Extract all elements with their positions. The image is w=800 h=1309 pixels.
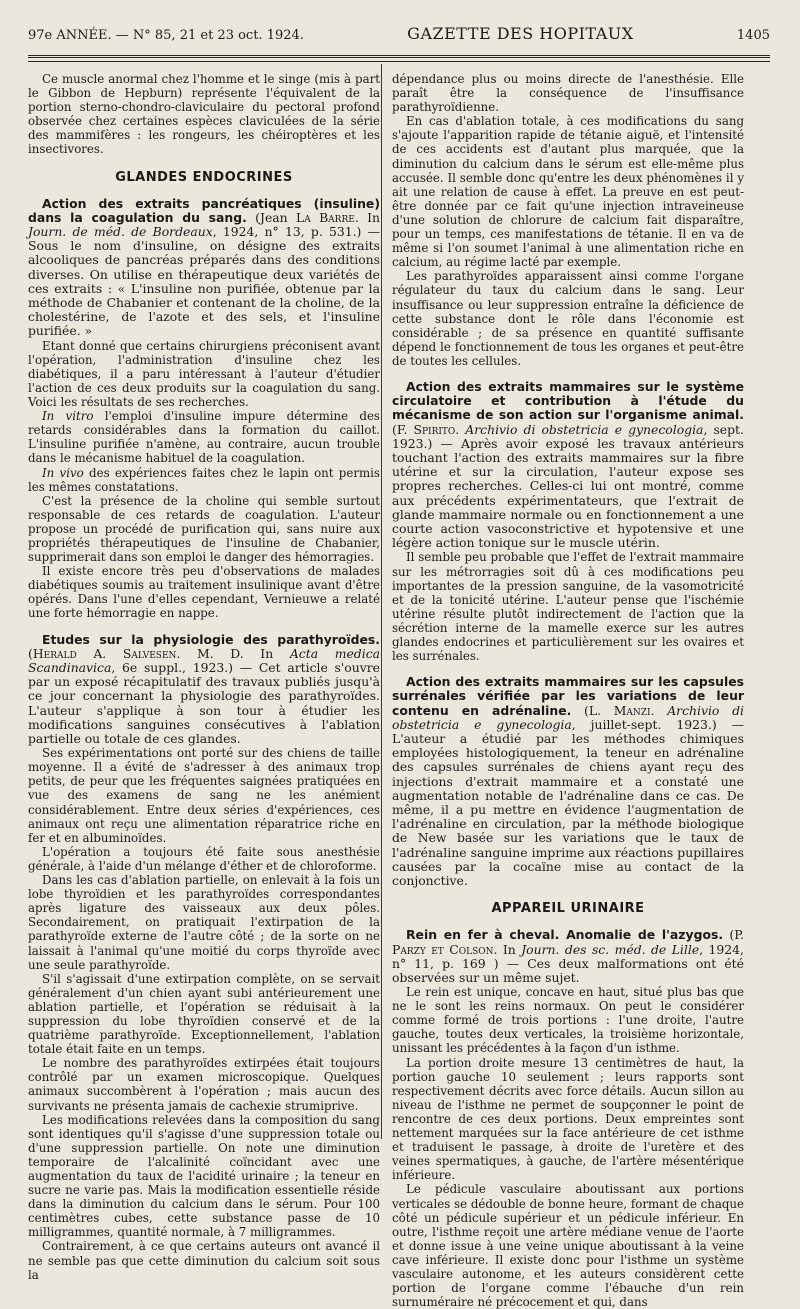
article-title: Rein en fer à cheval. Anomalie de l'azygos. [406, 927, 724, 943]
paragraph-text: l'emploi d'insuline impure détermine des retards considérables dans la formation du caillot. L'insuline purifiée n'amène, au contraire, aucun trouble dans le mécanisme habituel de la coagulation. [28, 409, 380, 466]
article-title: Action des extraits mammaires sur le système circulatoire et contribution à l'étude du mécanisme de son action sur l'organisme animal. [392, 378, 744, 423]
author-name: La Barre [296, 209, 355, 225]
paragraph: En cas d'ablation totale, à ces modifications du sang s'ajoute l'apparition rapide de tétanie aiguë, et l'intensité de ces accidents est d'autant plus marquée, que la diminution du calcium dans le sérum est elle-même plus accusée. Il semble donc qu'entre les deux phénomènes il y ait une relation de cause à effet. La preuve en est peut-être donnée par ce fait qu'une injection intraveineuse d'une solution de chlorure de calcium fait disparaître, pour un temps, ces manifestations de tétanie. Il en va de même si l'on soumet l'animal à une alimentation riche en calcium, au régime lacté par exemple. [392, 114, 744, 270]
paragraph: Les modifications relevées dans la composition du sang sont identiques qu'il s'agisse d'une suppression totale ou d'une suppression partielle. On note une diminution temporaire de l'alcalinité coïncidant avec une augmentation du taux de l'acidité urinaire ; la teneur en sucre ne varie pas. Mais la modification essentielle réside dans la diminution du calcium dans le sérum. Pour 100 centimètres cubes, cette substance passe de 10 milligrammes, quantité normale, à 7 milligrammes. [28, 1112, 380, 1240]
page-number: 1405 [736, 28, 770, 43]
paragraph: Les parathyroïdes apparaissent ainsi comme l'organe régulateur du taux du calcium dans le sang. Leur insuffisance ou leur suppression entraîne la déficience de cette substance dont le rôle dans l'économie est considérable ; de sa présence en quantité suffisante dépend le fonctionnement de tous les organes et peut-être de toutes les cellules. [392, 269, 744, 368]
ref-text: . [650, 702, 668, 718]
paragraph: Dans les cas d'ablation partielle, on enlevait à la fois un lobe thyroïdien et les parathyroïdes correspondantes après ligature des vaisseaux aux deux pôles. Secondairement, on pratiquait l'extirpation de la parathyroïde externe de l'autre côté ; de la sorte on ne laissait à l'animal qu'une moitié du corps thyroïde avec une seule parathyroïde. [28, 873, 380, 972]
article-title: Action des extraits mammaires sur les capsules surrénales vérifiée par les variations de leur contenu en adrénaline. [392, 674, 744, 718]
journal-reference: Acta medica Scandinavica [28, 645, 381, 675]
ref-text: (L. [571, 702, 614, 718]
ref-text: (Jean [246, 209, 296, 225]
article-parathyroids [28, 633, 380, 747]
ref-text: , juillet-sept. 1923.) — L'auteur a étudié par les méthodes chimiques employées histologiquement, la teneur en adrénaline des capsules surrénales de chiens ayant reçu des injections d'extrait mammaire et a constaté une augmentation notable de l'adrénaline dans ce cas. De même, il a pu mettre en évidence l'augmentation de l'adrénaline en circulation, par la méthode biologique de New basée sur les variations que le taux de l'adrénaline sanguine imprime aux réactions pupillaires causées par la cocaïne mise au contact de la conjonctive. [392, 716, 744, 888]
paragraph-lead: In vitro [42, 409, 94, 424]
column-divider [381, 64, 382, 1139]
ref-text: , sept. 1923.) — Après avoir exposé les travaux antérieurs touchant l'action des extraits mammaires sur la fibre utérine et sur la circulation, l'auteur expose ses propres recherches. Celles-ci lui ont montré, comme aux précédents expérimentateurs, que l'extrait de glande mammaire normale ou en fonctionnement a une courte action vasoconstrictive et hypotensive et une légère action tonique sur le muscle utérin. [392, 421, 744, 551]
ref-text: ( [28, 645, 33, 661]
paragraph [28, 466, 380, 494]
paragraph: dépendance plus ou moins directe de l'anesthésie. Elle paraît être la conséquence de l'insuffisance parathyroïdienne. [392, 72, 744, 115]
ref-text: . In [493, 941, 522, 957]
ref-text: . [455, 421, 466, 437]
paragraph-lead: In vivo [42, 465, 84, 480]
journal-reference: Journ. de méd. de Bordeaux [28, 224, 213, 240]
author-name: Parzy et Colson [392, 941, 494, 957]
paragraph: Contrairement, à ce que certains auteurs ont avancé il ne semble pas que cette diminution du calcium soit sous la [28, 1239, 380, 1282]
section-heading-urinaire: APPAREIL URINAIRE [491, 901, 645, 917]
paragraph: Ses expérimentations ont porté sur des chiens de taille moyenne. Il a évité de s'adresser à des animaux trop petits, de peur que les fréquentes saignées pratiquées en vue des examens de sang ne les anémient considérablement. Entre deux séries d'expériences, ces animaux ont reçu une alimentation réparatrice riche en fer et en albuminoïdes. [28, 746, 380, 845]
article-mammary-adrenals [392, 675, 744, 888]
article-horseshoe-kidney [392, 928, 744, 985]
issue-line: 97e ANNÉE. — N° 85, 21 et 23 oct. 1924. [28, 28, 304, 43]
author-name: Manzi [613, 702, 651, 718]
paragraph-text: des expériences faites chez le lapin ont permis les mêmes constatations. [28, 465, 380, 494]
paragraph [28, 409, 380, 465]
page-header [28, 24, 770, 50]
article-title: Action des extraits pancréatiques (insuline) dans la coagulation du sang. [28, 195, 380, 225]
ref-text: . In [354, 209, 380, 225]
ref-text: , 1924, n° 13, p. 531.) — Sous le nom d'insuline, on désigne des extraits alcooliques de pancréas préparés dans des conditions diverses. On utilise en thérapeutique deux variétés de ces extraits : « L'insuline non purifiée, obtenue par la méthode de Chabanier et contenant de la choline, de la cholestérine, de l'azote et des sels, et l'insuline purifiée. » [28, 224, 381, 339]
article-mammary-circulation [392, 380, 744, 550]
section-heading-glandes: GLANDES ENDOCRINES [115, 169, 293, 185]
ref-text: , 1924, n° 11, p. 169 ) — Ces deux malformations ont été observées sur un même sujet. [392, 941, 745, 985]
header-rule-thin [28, 61, 770, 62]
paragraph: Le rein est unique, concave en haut, situé plus bas que ne le sont les reins normaux. On peut le considérer comme formé de trois portions : l'une droite, l'autre gauche, toutes deux verticales, la troisième horizontale, unissant les précédentes à la façon d'un isthme. [392, 985, 744, 1056]
journal-reference: Journ. des sc. méd. de Lille [521, 941, 700, 957]
paragraph: Etant donné que certains chirurgiens préconisent avant l'opération, l'administration d'insuline chez les diabétiques, il a paru intéressant à l'auteur d'étudier l'action de ces deux produits sur la coagulation du sang. Voici les résultats de ses recherches. [28, 338, 380, 410]
ref-text: (F. [392, 421, 414, 437]
article-pancreatic-extracts [28, 197, 380, 339]
paragraph: C'est la présence de la choline qui semble surtout responsable de ces retards de coagulation. L'auteur propose un procédé de purification qui, sans nuire aux propriétés thérapeutiques de l'insuline de Chabanier, supprimerait dans son emploi le danger des hémorragies. [28, 493, 380, 565]
paragraph: L'opération a toujours été faite sous anesthésie générale, à l'aide d'un mélange d'éther et de chloroforme. [28, 844, 380, 873]
author-name: Spirito [413, 421, 456, 437]
left-column [28, 72, 381, 1282]
ref-text: . M. D. In [176, 645, 290, 661]
paragraph: Il semble peu probable que l'effet de l'extrait mammaire sur les métrorragies soit dû à ces modifications peu importantes de la pression sanguine, de la vasomotricité et de la tonicité utérine. L'auteur pense que l'ischémie utérine résulte plutôt indirectement de l'action que la sécrétion interne de la mamelle exerce sur les autres glandes endocrines et particulièrement sur les ovaires et les surrénales. [392, 550, 744, 664]
journal-reference: Archivio di obstetricia e gynecologia [392, 702, 744, 732]
header-rule [28, 55, 770, 58]
paragraph: Il existe encore très peu d'observations de malades diabétiques soumis au traitement insulinique avant d'être opérés. Dans l'une d'elles cependant, Vernieuwe a relaté une forte hémorragie en nappe. [28, 564, 380, 621]
author-name: Herald A. Salvesen [32, 645, 177, 661]
paragraph: Le nombre des parathyroïdes extirpées était toujours contrôlé par un examen microscopique. Quelques animaux succombèrent à l'opération ; mais aucun des survivants ne présenta jamais de cachexie strumiprive. [28, 1056, 380, 1113]
paragraph: S'il s'agissait d'une extirpation complète, on se servait généralement d'un chien ayant subi antérieurement une ablation partielle, et l'opération se réduisait à la suppression du lobe thyroïdien conservé et de la quatrième parathyroïde. Exceptionnellement, l'ablation totale était faite en un temps. [28, 971, 380, 1057]
journal-reference: Archivio di obstetricia e gynecologia [465, 421, 704, 437]
ref-text: , 6e suppl., 1923.) — Cet article s'ouvre par un exposé récapitulatif des travaux publiés jusqu'à ce jour concernant la physiologie des parathyroïdes. L'auteur s'applique à son tour à étudier les modifications sanguines consécutives à l'ablation partielle ou totale de ces glandes. [28, 659, 380, 746]
ref-text: (P. [723, 927, 744, 943]
journal-title: GAZETTE DES HOPITAUX [407, 24, 634, 43]
paragraph: La portion droite mesure 13 centimètres de haut, la portion gauche 10 seulement ; leurs rapports sont respectivement décrits avec force détails. Aucun sillon au niveau de l'isthme ne permet de soupçonner le point de rencontre de ces deux portions. Deux empreintes sont nettement marquées sur la face antérieure de cet isthme et traduisent le passage, à droite de l'uretère et des veines spermatiques, à gauche, de l'artère mésentérique inférieure. [392, 1055, 744, 1183]
article-title: Etudes sur la physiologie des parathyroïdes. [42, 631, 380, 647]
paragraph: Ce muscle anormal chez l'homme et le singe (mis à part le Gibbon de Hepburn) représente l'équivalent de la portion sterno-chondro-claviculaire du pectoral profond observée chez certaines espèces claviculées de la série des mammifères : les rongeurs, les chéiroptères et les insectivores. [28, 72, 380, 157]
paragraph: Le pédicule vasculaire aboutissant aux portions verticales se dédouble de bonne heure, formant de chaque côté un pédicule supérieur et un pédicule inférieur. En outre, l'isthme reçoit une artère médiane venue de l'aorte et donne issue à une veine unique aboutissant à la veine cave inférieure. Il existe donc pour l'isthme un système vasculaire autonome, et les auteurs considèrent cette portion de l'organe comme l'ébauche d'un rein surnuméraire né précocement et qui, dans [392, 1182, 744, 1309]
right-column [392, 72, 745, 1309]
